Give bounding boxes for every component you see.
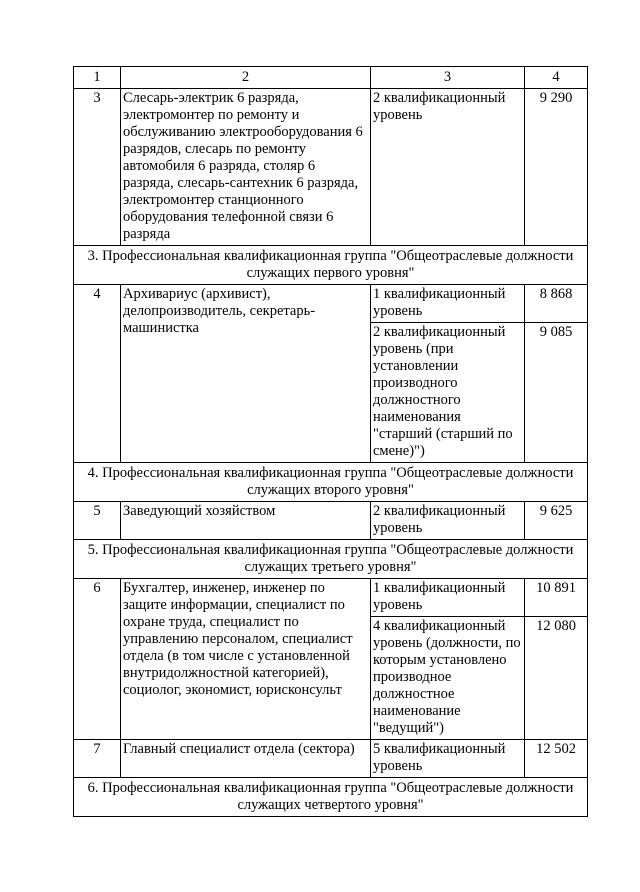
- position-title: Слесарь-электрик 6 разряда, электромонтер по ремонту и обслуживанию электрооборудования 6 разрядов, слесарь по ремонту автомобиля 6 разряда, столяр 6 разряда, слесарь-сантехник 6 разряда, электромонтер станционного оборудования телефонной связи 6 разряда: [121, 89, 371, 246]
- group-title: 6. Профессиональная квалификационная группа "Общеотраслевые должности служащих четвертого уровня": [74, 778, 588, 817]
- salary-value: 12 080: [525, 617, 588, 740]
- header-cell-3: 3: [371, 67, 525, 89]
- qualification-level: 1 квалификационный уровень: [371, 285, 525, 323]
- table-row: [74, 502, 588, 540]
- header-cell-4: 4: [525, 67, 588, 89]
- row-number: 6: [74, 579, 121, 740]
- table-header-row: [74, 67, 588, 89]
- row-number: 3: [74, 89, 121, 246]
- salary-value: 9 290: [525, 89, 588, 246]
- row-number: 5: [74, 502, 121, 540]
- position-title: Бухгалтер, инженер, инженер по защите информации, специалист по охране труда, специалист по управлению персоналом, специалист отдела (в том числе с установленной внутридолжностной категорией), социолог, экономист, юрисконсульт: [121, 579, 371, 740]
- group-title: 3. Профессиональная квалификационная группа "Общеотраслевые должности служащих первого уровня": [74, 246, 588, 285]
- group-title: 4. Профессиональная квалификационная группа "Общеотраслевые должности служащих второго уровня": [74, 463, 588, 502]
- position-title: Главный специалист отдела (сектора): [121, 740, 371, 778]
- header-cell-2: 2: [121, 67, 371, 89]
- row-number: 7: [74, 740, 121, 778]
- salary-value: 9 625: [525, 502, 588, 540]
- group-row: [74, 463, 588, 502]
- header-cell-1: 1: [74, 67, 121, 89]
- qualification-level: 2 квалификационный уровень: [371, 502, 525, 540]
- group-row: [74, 778, 588, 817]
- position-title: Архивариус (архивист), делопроизводитель, секретарь-машинистка: [121, 285, 371, 463]
- salary-value: 9 085: [525, 323, 588, 463]
- table-row: [74, 579, 588, 617]
- group-row: [74, 540, 588, 579]
- salary-value: 12 502: [525, 740, 588, 778]
- group-row: [74, 246, 588, 285]
- salary-value: 8 868: [525, 285, 588, 323]
- salary-value: 10 891: [525, 579, 588, 617]
- qualification-level: 4 квалификационный уровень (должности, по которым установлено производное должностное наименование "ведущий"): [371, 617, 525, 740]
- position-title: Заведующий хозяйством: [121, 502, 371, 540]
- table-row: [74, 89, 588, 246]
- table-row: [74, 740, 588, 778]
- row-number: 4: [74, 285, 121, 463]
- qualification-level: 1 квалификационный уровень: [371, 579, 525, 617]
- qualification-level: 2 квалификационный уровень (при установлении производного должностного наименования "старший (старший по смене)"): [371, 323, 525, 463]
- salary-table: [73, 66, 588, 817]
- group-title: 5. Профессиональная квалификационная группа "Общеотраслевые должности служащих третьего уровня": [74, 540, 588, 579]
- qualification-level: 5 квалификационный уровень: [371, 740, 525, 778]
- qualification-level: 2 квалификационный уровень: [371, 89, 525, 246]
- table-row: [74, 285, 588, 323]
